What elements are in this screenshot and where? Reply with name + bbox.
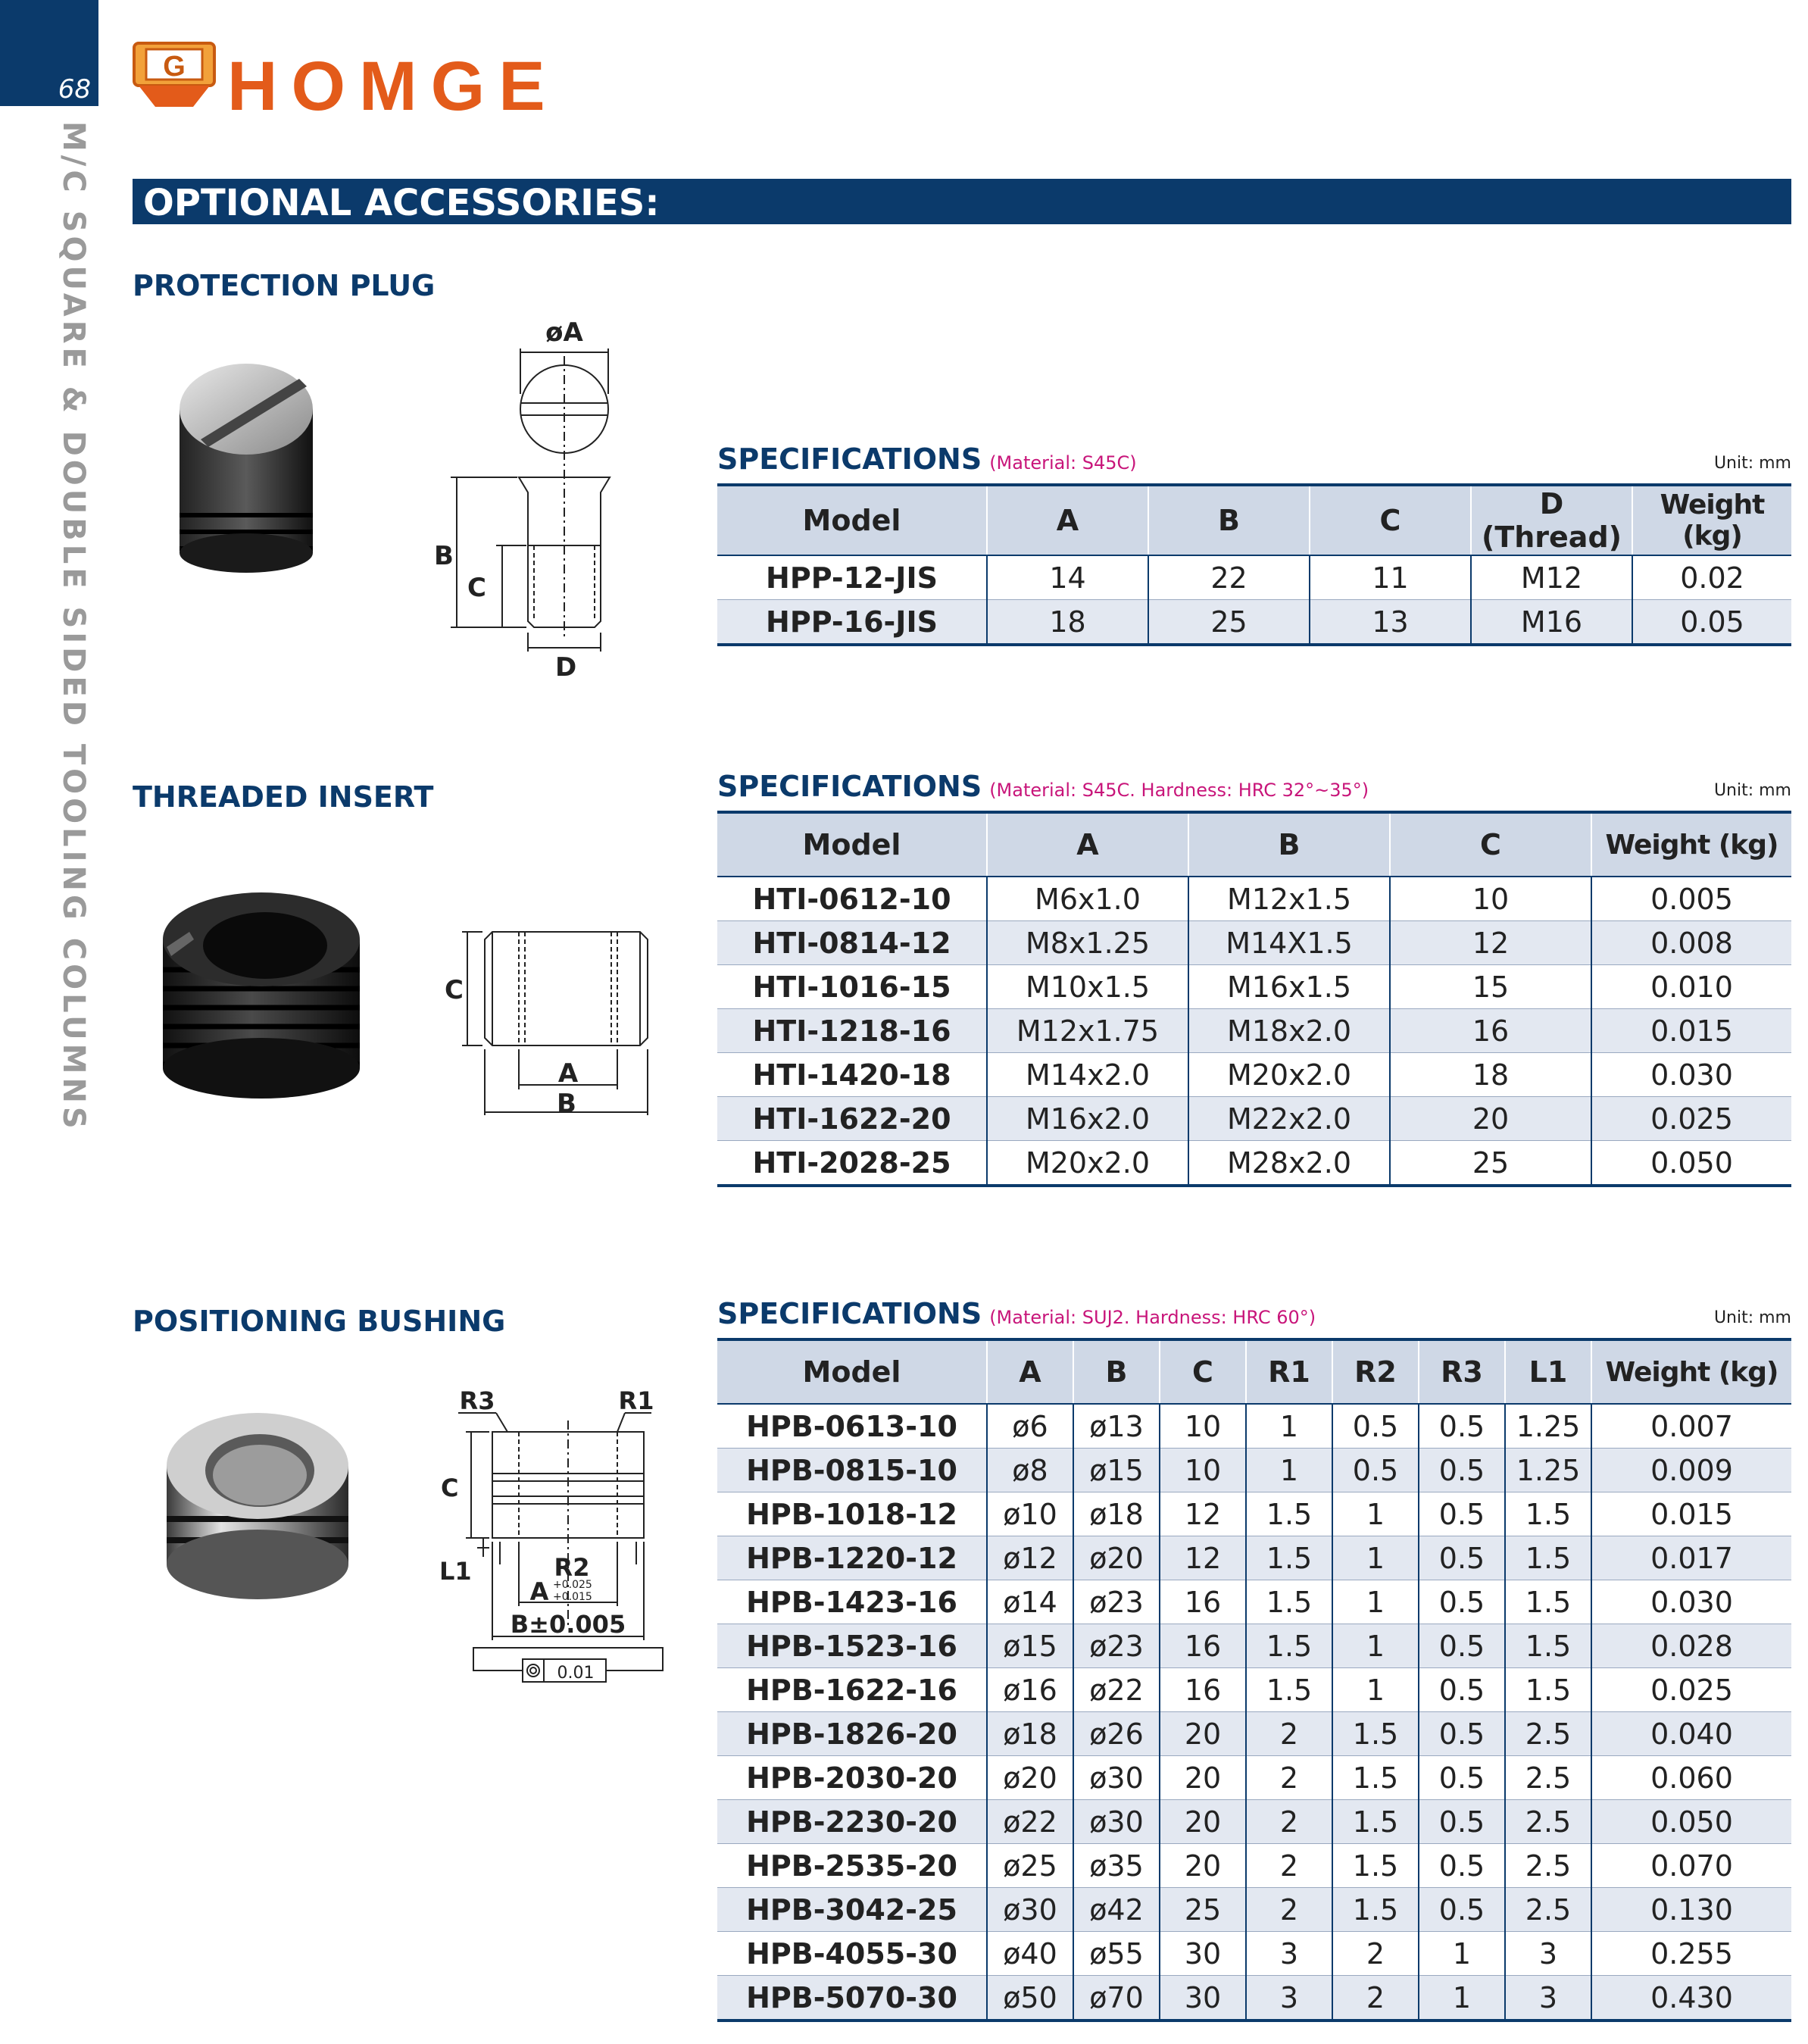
protection-plug-title: PROTECTION PLUG	[133, 269, 436, 302]
value-cell: 18	[987, 600, 1148, 645]
value-cell: ø8	[987, 1449, 1073, 1492]
table-row	[717, 1053, 1791, 1097]
value-cell: 20	[1160, 1712, 1246, 1756]
value-cell: ø35	[1073, 1844, 1160, 1888]
value-cell: 2	[1246, 1888, 1332, 1932]
model-cell: HPB-1622-16	[717, 1668, 987, 1712]
model-cell: HTI-0814-12	[717, 921, 987, 965]
value-cell: ø12	[987, 1536, 1073, 1580]
value-cell: 12	[1160, 1492, 1246, 1536]
value-cell: ø15	[1073, 1449, 1160, 1492]
protection-plug-drawing	[420, 303, 678, 682]
value-cell: 0.015	[1591, 1492, 1791, 1536]
value-cell: 0.5	[1419, 1800, 1505, 1844]
value-cell: ø22	[987, 1800, 1073, 1844]
value-cell: 16	[1160, 1668, 1246, 1712]
value-cell: 1.5	[1332, 1800, 1419, 1844]
value-cell: 3	[1246, 1976, 1332, 2021]
value-cell: 20	[1390, 1097, 1591, 1141]
value-cell: M12	[1471, 555, 1632, 600]
positioning-bushing-title: POSITIONING BUSHING	[133, 1305, 506, 1338]
value-cell: ø10	[987, 1492, 1073, 1536]
value-cell: M10x1.5	[987, 965, 1188, 1009]
value-cell: ø40	[987, 1932, 1073, 1976]
value-cell: 22	[1148, 555, 1310, 600]
model-cell: HTI-2028-25	[717, 1141, 987, 1186]
value-cell: 0.5	[1419, 1624, 1505, 1668]
value-cell: 1	[1332, 1624, 1419, 1668]
model-cell: HTI-1218-16	[717, 1009, 987, 1053]
column-header: C	[1310, 485, 1471, 555]
value-cell: 1.5	[1246, 1668, 1332, 1712]
model-cell: HPB-1018-12	[717, 1492, 987, 1536]
pb-dim-a-label: A	[529, 1577, 549, 1606]
value-cell: ø6	[987, 1404, 1073, 1449]
ti-dim-b-label: B	[557, 1089, 576, 1119]
value-cell: 30	[1160, 1976, 1246, 2021]
value-cell: ø30	[1073, 1756, 1160, 1800]
value-cell: 1.25	[1505, 1404, 1591, 1449]
value-cell: 0.5	[1419, 1888, 1505, 1932]
column-header: Model	[717, 1339, 987, 1404]
value-cell: 0.008	[1591, 921, 1791, 965]
model-cell: HPB-2230-20	[717, 1800, 987, 1844]
banner-title: OPTIONAL ACCESSORIES:	[143, 182, 660, 224]
brand-name: HOMGE	[227, 48, 559, 125]
threaded-insert-spec-table	[717, 811, 1791, 1187]
pb-spec-header	[717, 1294, 1791, 1332]
table-row	[717, 600, 1791, 645]
column-header: L1	[1505, 1339, 1591, 1404]
model-cell: HPB-2030-20	[717, 1756, 987, 1800]
ti-spec-header	[717, 767, 1791, 805]
value-cell: 2.5	[1505, 1756, 1591, 1800]
value-cell: 13	[1310, 600, 1471, 645]
dim-b-label: B	[434, 541, 454, 571]
column-header: Weight (kg)	[1591, 1339, 1791, 1404]
model-cell: HPB-1220-12	[717, 1536, 987, 1580]
pb-dim-l1-label: L1	[439, 1557, 472, 1586]
value-cell: M14x2.0	[987, 1053, 1188, 1097]
model-cell: HPB-5070-30	[717, 1976, 987, 2021]
value-cell: 0.030	[1591, 1580, 1791, 1624]
value-cell: 25	[1160, 1888, 1246, 1932]
column-header: C	[1160, 1339, 1246, 1404]
value-cell: 20	[1160, 1844, 1246, 1888]
value-cell: 0.009	[1591, 1449, 1791, 1492]
value-cell: 0.02	[1632, 555, 1791, 600]
pp-spec-header	[717, 439, 1791, 477]
value-cell: 15	[1390, 965, 1591, 1009]
pb-tol-lower: +0.015	[553, 1591, 592, 1603]
table-row	[717, 1624, 1791, 1668]
table-row	[717, 1449, 1791, 1492]
table-row	[717, 1800, 1791, 1844]
table-row	[717, 965, 1791, 1009]
column-header: D (Thread)	[1471, 485, 1632, 555]
value-cell: 1.25	[1505, 1449, 1591, 1492]
ti-unit: Unit: mm	[1713, 781, 1791, 800]
value-cell: 0.050	[1591, 1800, 1791, 1844]
value-cell: 0.430	[1591, 1976, 1791, 2021]
pb-unit: Unit: mm	[1713, 1308, 1791, 1327]
value-cell: 2	[1332, 1932, 1419, 1976]
value-cell: M20x2.0	[1188, 1053, 1390, 1097]
value-cell: 1	[1332, 1536, 1419, 1580]
table-row	[717, 1668, 1791, 1712]
value-cell: 0.030	[1591, 1053, 1791, 1097]
positioning-bushing-photo	[163, 1405, 352, 1610]
table-row	[717, 1932, 1791, 1976]
value-cell: ø50	[987, 1976, 1073, 2021]
value-cell: 0.025	[1591, 1097, 1791, 1141]
value-cell: 0.017	[1591, 1536, 1791, 1580]
value-cell: 0.070	[1591, 1844, 1791, 1888]
value-cell: 0.028	[1591, 1624, 1791, 1668]
value-cell: 2	[1246, 1800, 1332, 1844]
value-cell: 1.5	[1505, 1668, 1591, 1712]
table-row	[717, 1580, 1791, 1624]
value-cell: 16	[1390, 1009, 1591, 1053]
table-row	[717, 1009, 1791, 1053]
dim-c-label: C	[467, 573, 486, 603]
column-header: Weight (kg)	[1591, 812, 1791, 877]
value-cell: ø30	[1073, 1800, 1160, 1844]
value-cell: ø13	[1073, 1404, 1160, 1449]
table-row	[717, 1888, 1791, 1932]
value-cell: 12	[1390, 921, 1591, 965]
value-cell: 2	[1332, 1976, 1419, 2021]
table-row	[717, 555, 1791, 600]
ti-dim-a-label: A	[557, 1058, 579, 1089]
value-cell: 0.5	[1419, 1712, 1505, 1756]
value-cell: 16	[1160, 1624, 1246, 1668]
ti-spec-label: SPECIFICATIONS	[717, 770, 982, 803]
model-cell: HPB-4055-30	[717, 1932, 987, 1976]
value-cell: 0.5	[1419, 1536, 1505, 1580]
model-cell: HPP-12-JIS	[717, 555, 987, 600]
value-cell: 1.5	[1246, 1580, 1332, 1624]
model-cell: HPB-3042-25	[717, 1888, 987, 1932]
model-cell: HTI-1420-18	[717, 1053, 987, 1097]
value-cell: 0.5	[1332, 1404, 1419, 1449]
column-header: R3	[1419, 1339, 1505, 1404]
column-header: A	[987, 485, 1148, 555]
threaded-insert-title: THREADED INSERT	[133, 780, 434, 814]
value-cell: M6x1.0	[987, 877, 1188, 921]
column-header: Model	[717, 812, 987, 877]
model-cell: HPB-2535-20	[717, 1844, 987, 1888]
value-cell: M16x2.0	[987, 1097, 1188, 1141]
value-cell: 0.05	[1632, 600, 1791, 645]
value-cell: 0.5	[1332, 1449, 1419, 1492]
pb-dim-r2-label: R2	[554, 1553, 590, 1582]
value-cell: ø23	[1073, 1624, 1160, 1668]
value-cell: 0.005	[1591, 877, 1791, 921]
value-cell: 18	[1390, 1053, 1591, 1097]
value-cell: M20x2.0	[987, 1141, 1188, 1186]
value-cell: 0.5	[1419, 1580, 1505, 1624]
value-cell: ø15	[987, 1624, 1073, 1668]
pb-dim-r3-label: R3	[459, 1386, 495, 1415]
table-row	[717, 877, 1791, 921]
table-row	[717, 1097, 1791, 1141]
table-row	[717, 1492, 1791, 1536]
column-header: A	[987, 812, 1188, 877]
value-cell: 1.5	[1332, 1844, 1419, 1888]
value-cell: 1.5	[1246, 1536, 1332, 1580]
value-cell: 0.007	[1591, 1404, 1791, 1449]
value-cell: M8x1.25	[987, 921, 1188, 965]
value-cell: 2	[1246, 1844, 1332, 1888]
dim-d-label: D	[555, 652, 577, 682]
value-cell: M12x1.75	[987, 1009, 1188, 1053]
value-cell: ø30	[987, 1888, 1073, 1932]
value-cell: 1.5	[1332, 1712, 1419, 1756]
column-header: B	[1188, 812, 1390, 877]
value-cell: 2	[1246, 1712, 1332, 1756]
value-cell: 0.5	[1419, 1404, 1505, 1449]
value-cell: 1.5	[1505, 1624, 1591, 1668]
value-cell: 0.050	[1591, 1141, 1791, 1186]
value-cell: 0.5	[1419, 1756, 1505, 1800]
value-cell: 2.5	[1505, 1844, 1591, 1888]
model-cell: HPB-1826-20	[717, 1712, 987, 1756]
value-cell: M22x2.0	[1188, 1097, 1390, 1141]
value-cell: 0.015	[1591, 1009, 1791, 1053]
value-cell: 0.010	[1591, 965, 1791, 1009]
ti-material: (Material: S45C. Hardness: HRC 32°~35°)	[989, 780, 1369, 801]
value-cell: 1	[1419, 1932, 1505, 1976]
value-cell: 25	[1390, 1141, 1591, 1186]
homge-logo-icon	[133, 42, 216, 110]
value-cell: 20	[1160, 1800, 1246, 1844]
value-cell: 0.060	[1591, 1756, 1791, 1800]
value-cell: ø42	[1073, 1888, 1160, 1932]
value-cell: M14X1.5	[1188, 921, 1390, 965]
pp-spec-label: SPECIFICATIONS	[717, 442, 982, 476]
value-cell: 1	[1332, 1668, 1419, 1712]
value-cell: ø20	[1073, 1536, 1160, 1580]
value-cell: ø55	[1073, 1932, 1160, 1976]
value-cell: 0.5	[1419, 1449, 1505, 1492]
side-title: M/C SQUARE & DOUBLE SIDED TOOLING COLUMNS	[56, 121, 91, 1133]
value-cell: 2.5	[1505, 1888, 1591, 1932]
value-cell: ø18	[1073, 1492, 1160, 1536]
table-row	[717, 1844, 1791, 1888]
value-cell: 1	[1246, 1449, 1332, 1492]
column-header: B	[1148, 485, 1310, 555]
value-cell: M16	[1471, 600, 1632, 645]
value-cell: 3	[1246, 1932, 1332, 1976]
model-cell: HTI-1016-15	[717, 965, 987, 1009]
value-cell: ø23	[1073, 1580, 1160, 1624]
value-cell: 1.5	[1332, 1888, 1419, 1932]
protection-plug-spec-table	[717, 483, 1791, 646]
value-cell: 10	[1160, 1404, 1246, 1449]
value-cell: 1	[1419, 1976, 1505, 2021]
value-cell: 0.255	[1591, 1932, 1791, 1976]
column-header: Model	[717, 485, 987, 555]
model-cell: HTI-0612-10	[717, 877, 987, 921]
value-cell: ø26	[1073, 1712, 1160, 1756]
column-header: R2	[1332, 1339, 1419, 1404]
value-cell: 14	[987, 555, 1148, 600]
value-cell: 0.025	[1591, 1668, 1791, 1712]
value-cell: ø70	[1073, 1976, 1160, 2021]
section-banner	[133, 179, 1791, 224]
value-cell: M16x1.5	[1188, 965, 1390, 1009]
table-row	[717, 1404, 1791, 1449]
value-cell: 10	[1390, 877, 1591, 921]
value-cell: 11	[1310, 555, 1471, 600]
table-row	[717, 1712, 1791, 1756]
value-cell: 1.5	[1505, 1536, 1591, 1580]
model-cell: HPP-16-JIS	[717, 600, 987, 645]
value-cell: 1.5	[1505, 1580, 1591, 1624]
value-cell: 10	[1160, 1449, 1246, 1492]
pp-material: (Material: S45C)	[989, 452, 1137, 473]
value-cell: 2.5	[1505, 1712, 1591, 1756]
pb-spec-label: SPECIFICATIONS	[717, 1297, 982, 1330]
value-cell: M18x2.0	[1188, 1009, 1390, 1053]
protection-plug-photo	[170, 364, 322, 591]
table-row	[717, 1141, 1791, 1186]
value-cell: 12	[1160, 1536, 1246, 1580]
value-cell: ø18	[987, 1712, 1073, 1756]
pp-unit: Unit: mm	[1713, 454, 1791, 473]
pb-tol-upper: +0.025	[553, 1579, 592, 1591]
model-cell: HTI-1622-20	[717, 1097, 987, 1141]
page-number: 68	[58, 74, 91, 105]
value-cell: M12x1.5	[1188, 877, 1390, 921]
column-header: B	[1073, 1339, 1160, 1404]
model-cell: HPB-0815-10	[717, 1449, 987, 1492]
value-cell: 1	[1332, 1580, 1419, 1624]
value-cell: ø20	[987, 1756, 1073, 1800]
table-row	[717, 1536, 1791, 1580]
value-cell: 1.5	[1505, 1492, 1591, 1536]
column-header: A	[987, 1339, 1073, 1404]
value-cell: ø16	[987, 1668, 1073, 1712]
value-cell: 1.5	[1246, 1624, 1332, 1668]
value-cell: 0.040	[1591, 1712, 1791, 1756]
value-cell: 0.5	[1419, 1844, 1505, 1888]
model-cell: HPB-1423-16	[717, 1580, 987, 1624]
value-cell: 2.5	[1505, 1800, 1591, 1844]
value-cell: 0.130	[1591, 1888, 1791, 1932]
value-cell: 20	[1160, 1756, 1246, 1800]
value-cell: 3	[1505, 1932, 1591, 1976]
value-cell: 30	[1160, 1932, 1246, 1976]
threaded-insert-photo	[159, 886, 364, 1114]
table-row	[717, 1976, 1791, 2021]
table-row	[717, 1756, 1791, 1800]
value-cell: ø22	[1073, 1668, 1160, 1712]
logo-mark: G	[163, 51, 186, 83]
pb-dim-r1-label: R1	[618, 1386, 654, 1415]
value-cell: 1.5	[1246, 1492, 1332, 1536]
model-cell: HPB-1523-16	[717, 1624, 987, 1668]
value-cell: 0.5	[1419, 1492, 1505, 1536]
value-cell: 1	[1246, 1404, 1332, 1449]
model-cell: HPB-0613-10	[717, 1404, 987, 1449]
pb-dim-c-label: C	[441, 1474, 459, 1502]
pb-flatness-label: 0.01	[557, 1664, 595, 1683]
value-cell: 1	[1332, 1492, 1419, 1536]
pb-material: (Material: SUJ2. Hardness: HRC 60°)	[989, 1307, 1316, 1328]
table-row	[717, 921, 1791, 965]
ti-dim-c-label: C	[445, 975, 464, 1005]
threaded-insert-drawing	[428, 917, 655, 1129]
positioning-bushing-drawing	[424, 1375, 674, 1693]
column-header: C	[1390, 812, 1591, 877]
dim-a-label: øA	[545, 317, 583, 348]
value-cell: ø14	[987, 1580, 1073, 1624]
positioning-bushing-spec-table	[717, 1338, 1791, 2022]
value-cell: 25	[1148, 600, 1310, 645]
value-cell: 2	[1246, 1756, 1332, 1800]
value-cell: 0.5	[1419, 1668, 1505, 1712]
column-header: Weight (kg)	[1632, 485, 1791, 555]
value-cell: 3	[1505, 1976, 1591, 2021]
value-cell: ø25	[987, 1844, 1073, 1888]
column-header: R1	[1246, 1339, 1332, 1404]
value-cell: 16	[1160, 1580, 1246, 1624]
value-cell: 1.5	[1332, 1756, 1419, 1800]
value-cell: M28x2.0	[1188, 1141, 1390, 1186]
pb-dim-b-label: B±0.005	[510, 1610, 626, 1639]
